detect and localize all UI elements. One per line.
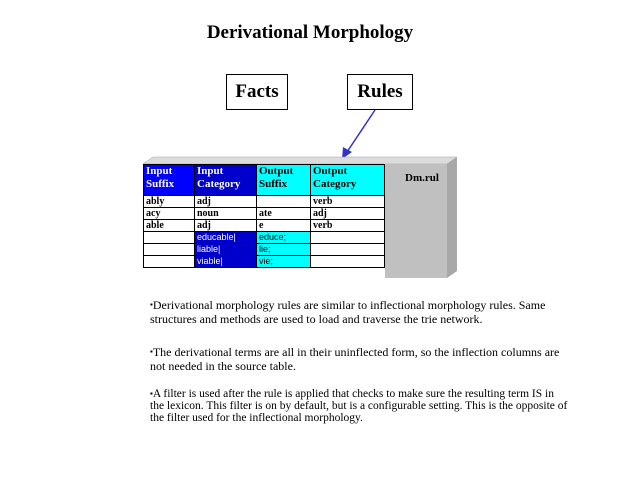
header-output-suffix: Output Suffix: [257, 165, 311, 196]
header-output-category: Output Category: [311, 165, 385, 196]
cell: ably: [144, 196, 195, 208]
cell: adj: [311, 208, 385, 220]
cell: [144, 256, 195, 268]
bullet-icon: ▪: [150, 300, 153, 309]
cell: [311, 256, 385, 268]
cell: [311, 232, 385, 244]
table-row: [144, 220, 385, 232]
table-row: [144, 244, 385, 256]
cell: verb: [311, 196, 385, 208]
cell: lie;: [257, 244, 311, 256]
cell: liable|: [195, 244, 257, 256]
bullet-icon: ▪: [150, 347, 153, 356]
cell: adj: [195, 196, 257, 208]
cell: acy: [144, 208, 195, 220]
cell: able: [144, 220, 195, 232]
cell: adj: [195, 220, 257, 232]
paragraph-3: ▪A filter is used after the rule is applied that checks to make sure the resulting term IS in the lexicon. This filter is on by default, but is a configurable setting. This is the opposite of the filter used for the inflectional morphology.: [150, 388, 568, 424]
cell: viable|: [195, 256, 257, 268]
bullet-icon: ▪: [150, 389, 153, 398]
rules-label-box: Rules: [347, 74, 413, 110]
rule-file-name: Dm.rul: [405, 172, 439, 184]
cell: educe;: [257, 232, 311, 244]
cell: [144, 244, 195, 256]
header-input-suffix: Input Suffix: [144, 165, 195, 196]
cell: ate: [257, 208, 311, 220]
facts-label-box: Facts: [226, 74, 288, 110]
table-row: [144, 208, 385, 220]
cell: vie;: [257, 256, 311, 268]
cell: [257, 196, 311, 208]
source-table: [143, 164, 385, 268]
table-row: [144, 196, 385, 208]
cell: [311, 244, 385, 256]
paragraph-1: ▪Derivational morphology rules are similar to inflectional morphology rules. Same structures and methods are used to load and traverse the trie network.: [150, 298, 546, 326]
header-input-category: Input Category: [195, 165, 257, 196]
cell: e: [257, 220, 311, 232]
cell: educable|: [195, 232, 257, 244]
cell: [144, 232, 195, 244]
table-header-row: [144, 165, 385, 196]
paragraph-2: ▪The derivational terms are all in their uninflected form, so the inflection columns are not needed in the source table.: [150, 345, 560, 373]
cell: noun: [195, 208, 257, 220]
table-row: [144, 232, 385, 244]
table-row: [144, 256, 385, 268]
cell: verb: [311, 220, 385, 232]
page-title: Derivational Morphology: [206, 22, 414, 43]
